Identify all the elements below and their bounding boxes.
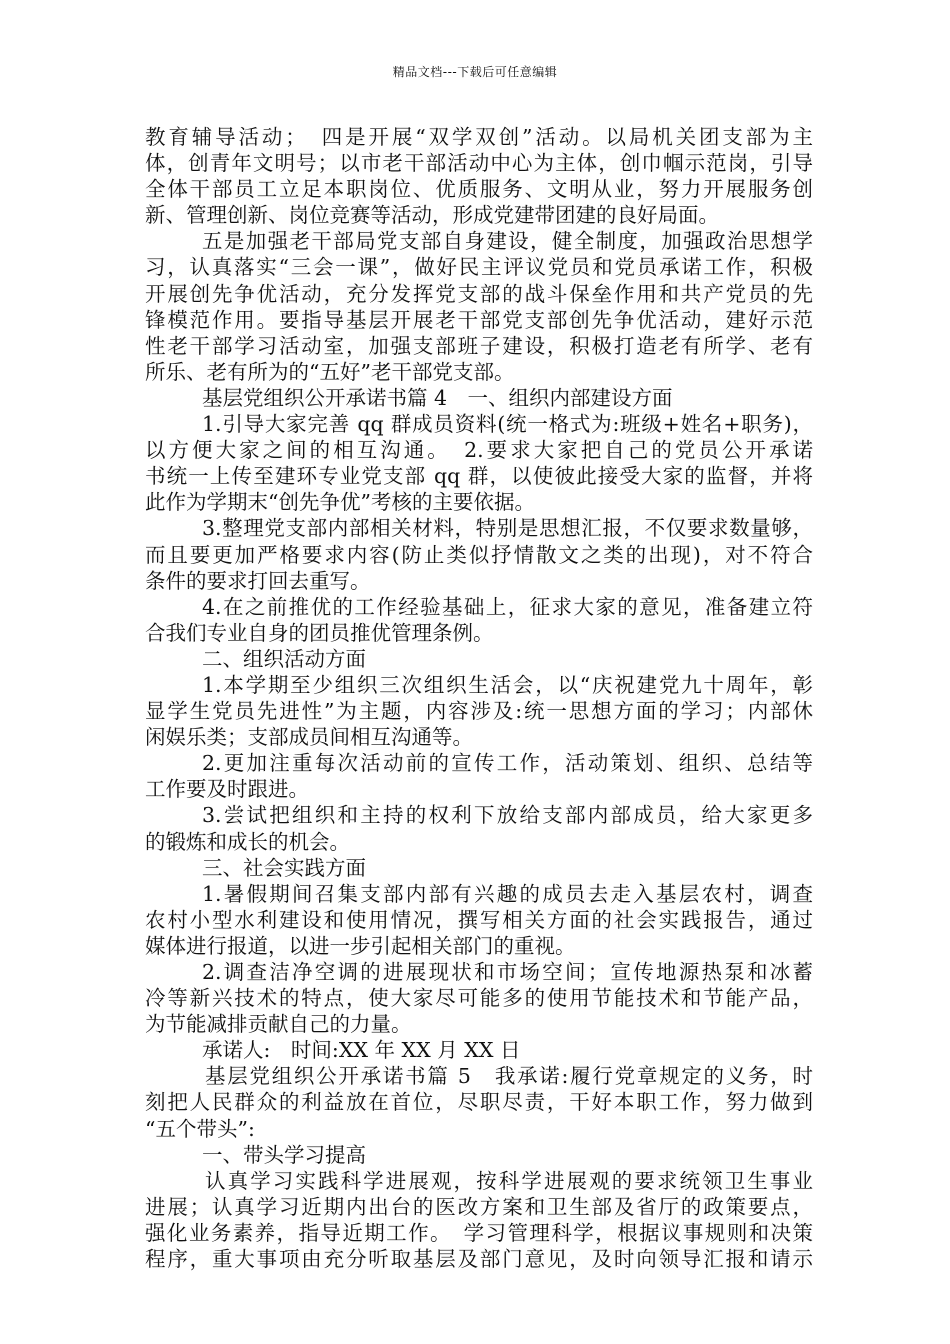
section-heading: 三、社会实践方面 [202,855,366,880]
section-heading: 二、组织活动方面 [202,646,366,671]
text-line: 4.在之前推优的工作经验基础上，征求大家的意见，准备建立符 [202,594,813,619]
text-line: 锋模范作用。要指导基层开展老干部党支部创先争优活动，建好示范 [145,307,813,332]
text-line: 3.整理党支部内部相关材料，特别是思想汇报，不仅要求数量够， [202,516,813,541]
text-line: 以方便大家之间的相互沟通。 2.要求大家把自己的党员公开承诺 [145,438,813,463]
text-line: 强化业务素养，指导近期工作。 学习管理科学，根据议事规则和决策 [145,1220,813,1245]
text-line: 新、管理创新、岗位竞赛等活动，形成党建带团建的良好局面。 [145,203,719,228]
section-heading: 基层党组织公开承诺书篇 5 我承诺:履行党章规定的义务，时 [205,1064,813,1089]
text-line: 书统一上传至建环专业党支部 qq 群，以使彼此接受大家的监督，并将 [145,464,813,489]
text-line: 2.更加注重每次活动前的宣传工作，活动策划、组织、总结等 [202,751,813,776]
text-line: 1.暑假期间召集支部内部有兴趣的成员去走入基层农村，调查 [202,881,813,906]
text-line: 媒体进行报道，以进一步引起相关部门的重视。 [145,933,576,958]
text-line: 开展创先争优活动，充分发挥党支部的战斗保垒作用和共产党员的先 [145,281,813,306]
section-heading: 一、带头学习提高 [202,1142,366,1167]
text-line: 条件的要求打回去重写。 [145,568,371,593]
text-line: 刻把人民群众的利益放在首位，尽职尽责，干好本职工作，努力做到 [145,1090,813,1115]
text-line: 五是加强老干部局党支部自身建设，健全制度，加强政治思想学 [202,229,813,254]
text-line: 教育辅导活动； 四是开展“双学双创”活动。以局机关团支部为主 [145,125,813,149]
text-line: 而且要更加严格要求内容(防止类似抒情散文之类的出现)，对不符合 [145,542,813,567]
text-line: 工作要及时跟进。 [145,777,309,802]
text-line: 农村小型水利建设和使用情况，撰写相关方面的社会实践报告，通过 [145,907,813,932]
section-heading: 基层党组织公开承诺书篇 4 一、组织内部建设方面 [202,385,673,410]
text-line: 3.尝试把组织和主持的权利下放给支部内部成员，给大家更多 [202,803,813,828]
text-line: 体，创青年文明号；以市老干部活动中心为主体，创巾帼示范岗，引导 [145,151,813,176]
text-line: 显学生党员先进性”为主题，内容涉及:统一思想方面的学习；内部休 [145,699,813,724]
signature-line: 承诺人: 时间:XX 年 XX 月 XX 日 [202,1038,521,1063]
text-line: 的锻炼和成长的机会。 [145,829,350,854]
text-line: 2.调查洁净空调的进展现状和市场空间；宣传地源热泵和冰蓄 [202,960,813,984]
text-line: 闲娱乐类；支部成员间相互沟通等。 [145,725,473,750]
text-line: “五个带头”: [145,1116,255,1141]
document-body [145,124,813,1272]
text-line: 性老干部学习活动室，加强支部班子建设，积极打造老有所学、老有 [145,333,813,358]
text-line: 进展；认真学习近期内出台的医改方案和卫生部及省厅的政策要点， [145,1194,813,1219]
text-line: 此作为学期末“创先争优”考核的主要依据。 [145,490,535,515]
page-header: 精品文档---下载后可任意编辑 [392,65,558,79]
text-line: 所乐、老有所为的“五好”老干部党支部。 [145,359,515,384]
text-line: 1.本学期至少组织三次组织生活会，以“庆祝建党九十周年，彰 [202,672,813,697]
text-line: 合我们专业自身的团员推优管理条例。 [145,620,494,645]
text-line: 习，认真落实“三会一课”，做好民主评议党员和党员承诺工作，积极 [145,255,813,280]
text-line: 冷等新兴技术的特点，使大家尽可能多的使用节能技术和节能产品， [145,986,813,1011]
text-line: 1.引导大家完善 qq 群成员资料(统一格式为:班级+姓名+职务)， [202,412,813,437]
text-line: 为节能减排贡献自己的力量。 [145,1012,412,1037]
text-line: 全体干部员工立足本职岗位、优质服务、文明从业，努力开展服务创 [145,177,813,202]
text-line: 程序，重大事项由充分听取基层及部门意见，及时向领导汇报和请示 [145,1247,813,1272]
text-line: 认真学习实践科学进展观，按科学进展观的要求统领卫生事业 [205,1168,813,1193]
